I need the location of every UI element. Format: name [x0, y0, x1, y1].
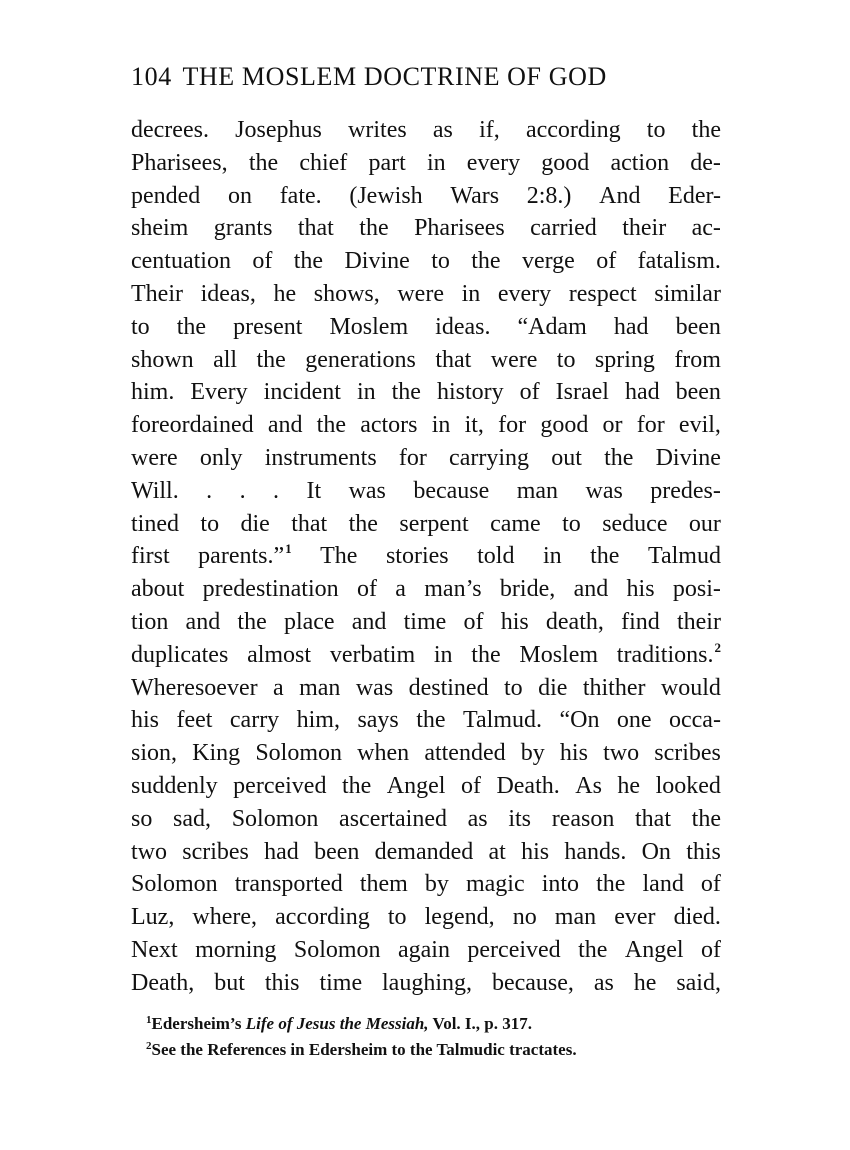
word: that	[291, 510, 328, 537]
word: shown	[131, 346, 194, 373]
word: of	[519, 379, 540, 406]
word: the	[604, 444, 634, 471]
word: the	[176, 313, 207, 340]
word: because	[413, 477, 490, 504]
word: decrees.	[131, 117, 209, 143]
word: the	[691, 117, 721, 143]
word: the	[316, 412, 346, 439]
text-line	[131, 409, 721, 442]
word: history	[436, 379, 504, 406]
word: one	[616, 707, 652, 734]
word: predestination	[202, 576, 339, 603]
word: Talmud	[647, 543, 721, 570]
text-line	[131, 114, 721, 147]
word: .	[206, 477, 213, 504]
word: were	[131, 444, 178, 471]
word: when	[357, 740, 410, 767]
word: predes-	[650, 477, 721, 504]
word: centuation	[131, 248, 231, 275]
word: Eder-	[668, 182, 721, 209]
word: perceived	[467, 936, 561, 963]
word: a	[395, 576, 406, 603]
word: so	[131, 805, 153, 832]
word: at	[488, 838, 506, 865]
word: was	[355, 674, 394, 701]
word: ideas,	[200, 280, 256, 307]
word: every	[497, 280, 552, 307]
word: Will.	[131, 477, 179, 504]
word: the	[691, 805, 721, 832]
running-title: THE MOSLEM DOCTRINE OF GOD	[182, 62, 607, 91]
word: the	[471, 641, 501, 668]
word: every	[466, 149, 521, 176]
footnote-reference: 1	[285, 541, 292, 557]
word: ascertained	[339, 805, 447, 832]
word: Death.	[496, 772, 560, 799]
word: to	[646, 117, 666, 143]
word: ac-	[691, 215, 721, 242]
footnote-text: Edersheim’s	[151, 1014, 246, 1033]
footnote-text: See the References in Edersheim to the Talmudic tractates.	[151, 1040, 577, 1059]
word: the	[471, 248, 501, 275]
word: the	[237, 608, 267, 635]
word: of	[463, 608, 484, 635]
word: The	[320, 543, 358, 570]
word: sad,	[173, 805, 212, 832]
word: was	[585, 477, 623, 504]
word: perceived	[233, 772, 327, 799]
word: told	[477, 543, 515, 570]
word: or	[602, 412, 623, 439]
word: for	[636, 412, 665, 439]
word: he	[273, 280, 297, 307]
word: writes	[348, 117, 407, 143]
word: Wars	[450, 182, 500, 209]
word: scribes	[654, 740, 721, 767]
text-line	[131, 672, 721, 705]
word: the	[256, 346, 286, 373]
word: according	[275, 904, 370, 931]
text-line	[131, 508, 721, 541]
word: and	[573, 576, 609, 603]
word: Moslem	[329, 313, 409, 340]
word: good	[541, 149, 590, 176]
word: in	[431, 412, 451, 439]
word: had	[613, 313, 649, 340]
word: two	[131, 838, 167, 865]
word: had	[264, 838, 299, 865]
word: place	[283, 608, 335, 635]
word: Angel	[386, 772, 446, 799]
word: sheim	[131, 215, 189, 242]
word: man’s	[424, 576, 482, 603]
word: was	[348, 477, 386, 504]
word: serpent	[399, 510, 469, 537]
word: time	[403, 608, 447, 635]
text-line	[131, 868, 721, 901]
word: legend,	[424, 904, 495, 931]
word: morning	[195, 936, 277, 963]
word: occa-	[669, 707, 721, 734]
word: were	[397, 280, 444, 307]
text-line	[131, 803, 721, 836]
word: to	[131, 313, 150, 340]
word: feet	[176, 707, 213, 734]
word: would	[660, 674, 721, 701]
word: out	[551, 444, 582, 471]
word: seduce	[602, 510, 668, 537]
text-line	[131, 770, 721, 803]
word: laughing,	[382, 969, 473, 996]
word: on	[228, 182, 252, 209]
word: said,	[676, 969, 721, 996]
word: man	[516, 477, 559, 504]
word: to	[431, 248, 450, 275]
word: suddenly	[131, 772, 218, 799]
word: that	[635, 805, 671, 832]
word: about	[131, 576, 185, 603]
word: first	[131, 543, 170, 570]
word: part	[368, 149, 406, 176]
word: demanded	[374, 838, 474, 865]
word: our	[688, 510, 721, 537]
word: On	[641, 838, 671, 865]
word: this	[686, 838, 721, 865]
word: Pharisees	[414, 215, 505, 242]
word: their	[676, 608, 721, 635]
word: of	[596, 248, 617, 275]
word: of	[252, 248, 273, 275]
word: that	[297, 215, 334, 242]
word: in	[433, 641, 453, 668]
word: two	[603, 740, 640, 767]
word: ideas.	[435, 313, 491, 340]
running-head	[131, 60, 751, 94]
word: he	[617, 772, 641, 799]
word: de-	[690, 149, 721, 176]
word: he	[633, 969, 657, 996]
footnote-reference: 2	[714, 639, 721, 655]
word: “Adam	[517, 313, 587, 340]
word: in	[542, 543, 562, 570]
word: came	[490, 510, 541, 537]
page-number: 104	[131, 62, 172, 91]
word: no	[512, 904, 537, 931]
text-line	[131, 934, 721, 967]
word: been	[675, 313, 721, 340]
word: the	[596, 871, 626, 898]
word: .	[239, 477, 246, 504]
word: Divine	[655, 444, 721, 471]
word: says	[357, 707, 399, 734]
word: 2:8.)	[526, 182, 572, 209]
word: his	[131, 707, 160, 734]
word: Angel	[624, 936, 684, 963]
word: him.	[131, 379, 175, 406]
word: according	[525, 117, 621, 143]
word: the	[293, 248, 324, 275]
word: but	[214, 969, 245, 996]
word: the	[359, 215, 389, 242]
word: ever	[614, 904, 656, 931]
word: died.	[673, 904, 721, 931]
word: for	[398, 444, 427, 471]
word: die	[538, 674, 568, 701]
word: been	[675, 379, 721, 406]
word: Josephus	[235, 117, 322, 143]
word: Solomon	[231, 805, 319, 832]
text-line	[131, 311, 721, 344]
word: him,	[296, 707, 340, 734]
word: time	[319, 969, 363, 996]
word: Pharisees,	[131, 149, 228, 176]
word: Solomon	[131, 871, 218, 898]
text-line	[131, 967, 721, 1000]
word: of	[700, 871, 721, 898]
word: verge	[521, 248, 575, 275]
word: of	[356, 576, 377, 603]
footnote-marker: 1	[146, 1014, 152, 1026]
word: similar	[654, 280, 721, 307]
word: bride,	[499, 576, 556, 603]
word: were	[490, 346, 538, 373]
word: actors	[360, 412, 418, 439]
word: good	[540, 412, 589, 439]
footnote-marker: 2	[146, 1040, 152, 1052]
word: respect	[568, 280, 637, 307]
word: in	[426, 149, 446, 176]
word: chief	[299, 149, 348, 176]
word: his	[559, 740, 588, 767]
word: evil,	[678, 412, 721, 439]
word: find	[621, 608, 660, 635]
word: by	[424, 871, 449, 898]
word: attended	[424, 740, 506, 767]
word: present	[233, 313, 303, 340]
text-line	[131, 344, 721, 377]
word: tined	[131, 510, 179, 537]
word: to	[504, 674, 523, 701]
word: and	[267, 412, 303, 439]
word: “On	[559, 707, 600, 734]
text-line	[131, 278, 721, 311]
text-line	[131, 245, 721, 278]
footnote-2	[146, 1037, 751, 1063]
word: to	[562, 510, 581, 537]
word: its	[508, 805, 532, 832]
word: into	[541, 871, 580, 898]
word: posi-	[672, 576, 721, 603]
text-line	[131, 442, 721, 475]
word: all	[213, 346, 238, 373]
word: death,	[545, 608, 604, 635]
word: the	[391, 379, 421, 406]
word: transported	[234, 871, 343, 898]
word: pended	[131, 182, 201, 209]
word: the	[348, 510, 378, 537]
word: and	[351, 608, 387, 635]
text-line	[131, 212, 721, 245]
word: to	[200, 510, 220, 537]
word: generations	[305, 346, 416, 373]
word: Luz,	[131, 904, 175, 931]
footnote-book-title: Life of Jesus the Messiah,	[245, 1014, 429, 1033]
word: to	[556, 346, 576, 373]
word: fate.	[279, 182, 322, 209]
word: because,	[491, 969, 574, 996]
word: spring	[594, 346, 655, 373]
word: It	[306, 477, 322, 504]
word: as	[467, 805, 488, 832]
word: his	[500, 608, 529, 635]
word: carried	[530, 215, 597, 242]
text-line	[131, 639, 721, 672]
text-line	[131, 901, 721, 934]
word: only	[199, 444, 243, 471]
word: Talmud.	[463, 707, 542, 734]
word: shows,	[313, 280, 380, 307]
text-line	[131, 573, 721, 606]
word: land	[642, 871, 684, 898]
word: King	[192, 740, 241, 767]
text-line	[131, 147, 721, 180]
word: a	[273, 674, 284, 701]
word: foreordained	[131, 412, 254, 439]
text-line	[131, 180, 721, 213]
word: hands.	[564, 838, 627, 865]
word: Solomon	[255, 740, 343, 767]
word: been	[314, 838, 360, 865]
word: had	[624, 379, 660, 406]
word: Wheresoever	[131, 674, 258, 701]
body-text	[131, 114, 721, 1000]
word: the	[341, 772, 372, 799]
word: Divine	[344, 248, 410, 275]
word: as	[593, 969, 614, 996]
word: Solomon	[293, 936, 381, 963]
word: his	[521, 838, 550, 865]
word: parents.”$^1$	[198, 541, 292, 570]
word: from	[674, 346, 721, 373]
word: the	[248, 149, 279, 176]
word: And	[599, 182, 641, 209]
word: .	[273, 477, 280, 504]
word: thither	[582, 674, 646, 701]
text-line	[131, 606, 721, 639]
word: Israel	[555, 379, 609, 406]
text-line	[131, 704, 721, 737]
word: Moslem	[519, 641, 599, 668]
text-line	[131, 475, 721, 508]
word: Their	[131, 280, 183, 307]
word: in	[461, 280, 481, 307]
word: of	[700, 936, 721, 963]
word: and	[185, 608, 221, 635]
word: that	[435, 346, 472, 373]
word: verbatim	[329, 641, 416, 668]
word: fatalism.	[637, 248, 721, 275]
word: scribes	[182, 838, 249, 865]
word: instruments	[264, 444, 377, 471]
text-line	[131, 376, 721, 409]
word: the	[578, 936, 608, 963]
word: reason	[551, 805, 615, 832]
word: the	[590, 543, 620, 570]
word: again	[397, 936, 450, 963]
word: their	[622, 215, 667, 242]
word: almost	[247, 641, 312, 668]
word: his	[626, 576, 655, 603]
word: looked	[655, 772, 721, 799]
word: it,	[464, 412, 484, 439]
word: duplicates	[131, 641, 229, 668]
word: action	[610, 149, 670, 176]
word: grants	[213, 215, 273, 242]
word: if,	[479, 117, 500, 143]
word: in	[356, 379, 376, 406]
text-line	[131, 836, 721, 869]
word: stories	[385, 543, 449, 570]
word: As	[575, 772, 602, 799]
word: by	[520, 740, 545, 767]
word: tion	[131, 608, 169, 635]
word: this	[264, 969, 300, 996]
word: incident	[263, 379, 341, 406]
word: man	[554, 904, 597, 931]
text-line	[131, 737, 721, 770]
word: man	[299, 674, 341, 701]
word: die	[240, 510, 270, 537]
word: Next	[131, 936, 178, 963]
text-line	[131, 540, 721, 573]
word: sion,	[131, 740, 178, 767]
word: of	[460, 772, 481, 799]
word: where,	[192, 904, 258, 931]
footnote-1	[146, 1011, 751, 1037]
word: destined	[408, 674, 489, 701]
word: Every	[190, 379, 248, 406]
word: for	[498, 412, 527, 439]
word: Death,	[131, 969, 195, 996]
word: carrying	[449, 444, 530, 471]
footnote-text: Vol. I., p. 317.	[428, 1014, 532, 1033]
word: the	[416, 707, 446, 734]
word: them	[359, 871, 408, 898]
word: (Jewish	[349, 182, 423, 209]
footnotes	[131, 1011, 751, 1063]
word: carry	[229, 707, 280, 734]
word: traditions.$^2$	[616, 639, 721, 668]
word: to	[387, 904, 407, 931]
word: magic	[465, 871, 525, 898]
word: as	[432, 117, 453, 143]
